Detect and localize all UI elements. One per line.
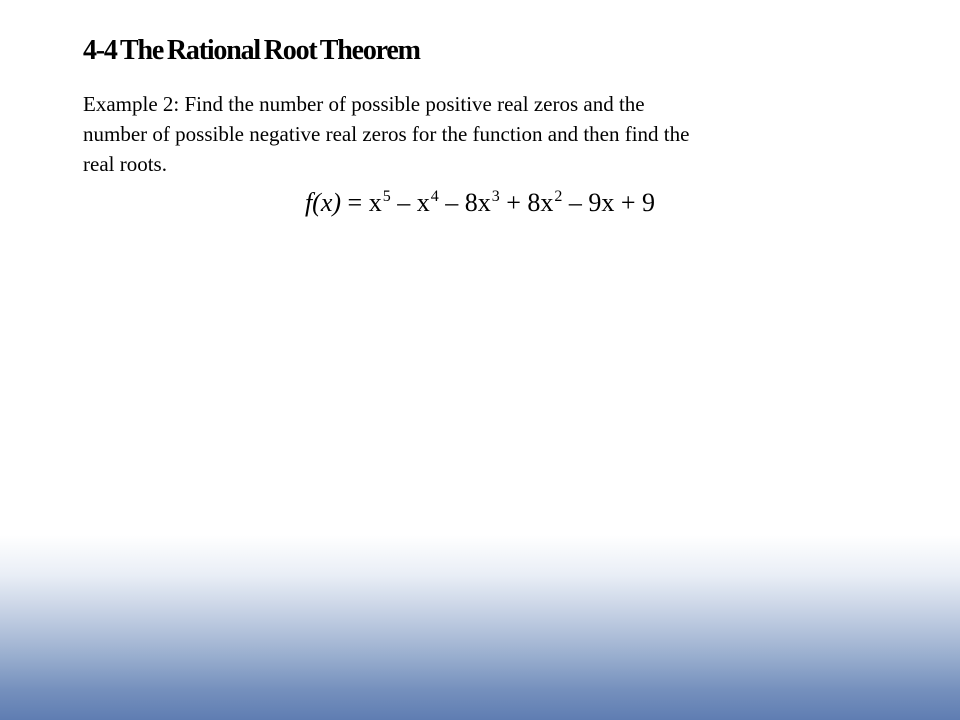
term-exponent: 4	[430, 188, 439, 205]
function-name: f(x)	[304, 188, 342, 217]
equation-term: – 8x	[438, 188, 491, 217]
prompt-line: real roots.	[83, 152, 167, 176]
prompt-line: Example 2: Find the number of possible positive real zeros and the	[83, 92, 645, 116]
equation-term: + 8x	[499, 188, 554, 217]
prompt-line: number of possible negative real zeros for the function and then find the	[83, 122, 690, 146]
term-exponent: 5	[382, 188, 391, 205]
equation-term: – x	[390, 188, 430, 217]
term-exponent: 2	[554, 188, 563, 205]
equation-term: = x	[341, 188, 382, 217]
example-prompt	[83, 89, 883, 179]
term-exponent: 3	[491, 188, 500, 205]
slide-title: 4-4 The Rational Root Theorem	[83, 35, 420, 66]
equation-term: – 9x + 9	[562, 188, 656, 217]
polynomial-equation	[0, 186, 960, 224]
